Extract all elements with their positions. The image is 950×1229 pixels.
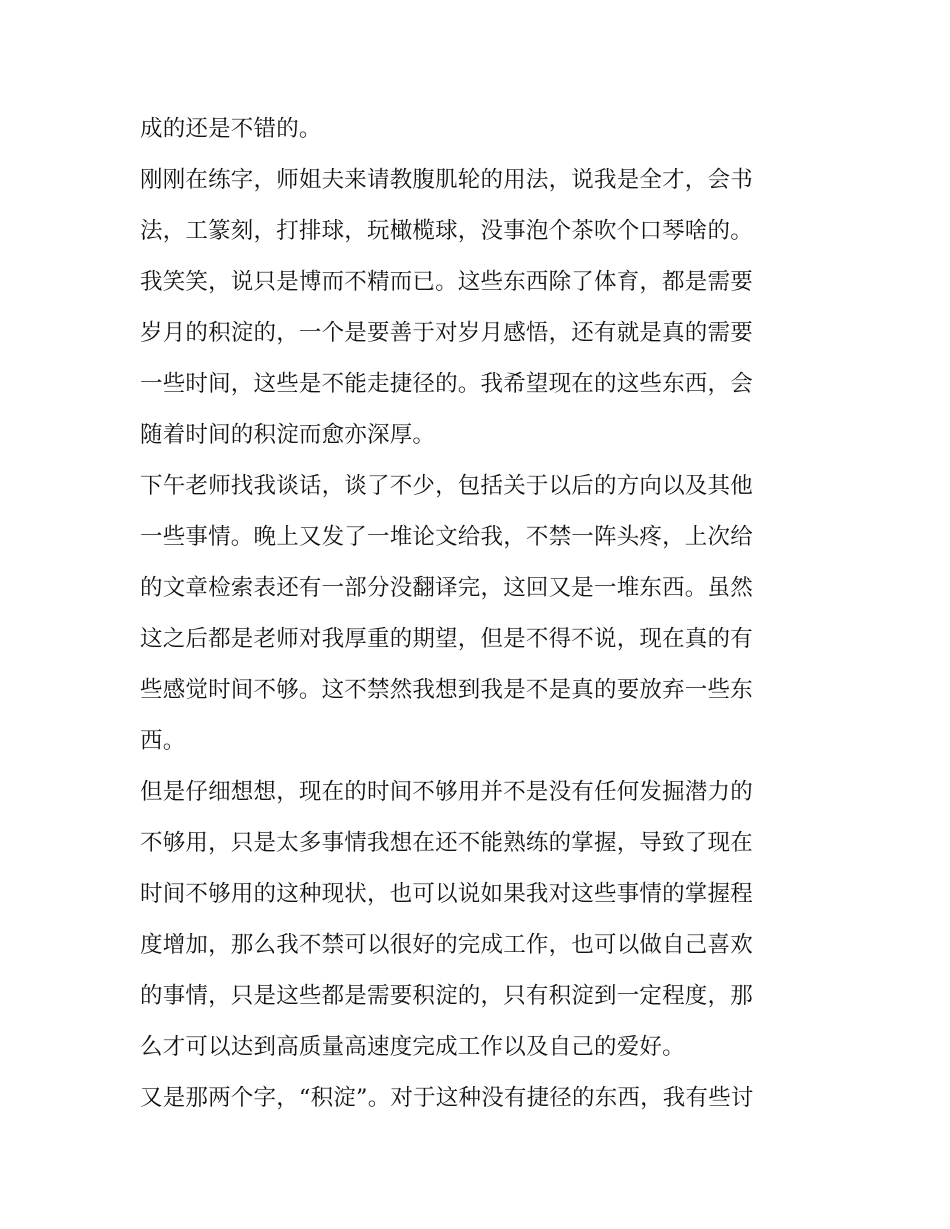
text-line: 些感觉时间不够。这不禁然我想到我是不是真的要放弃一些东	[140, 677, 753, 703]
text-line: 度增加，那么我不禁可以很好的完成工作，也可以做自己喜欢	[140, 932, 753, 958]
text-line: 西。	[140, 728, 186, 754]
text-line: 一些时间，这些是不能走捷径的。我希望现在的这些东西，会	[140, 371, 753, 397]
text-line: 但是仔细想想，现在的时间不够用并不是没有任何发掘潜力的	[140, 779, 753, 805]
text-line: 又是那两个字，“积淀”。对于这种没有捷径的东西，我有些讨	[140, 1085, 754, 1111]
text-line: 法，工篆刻，打排球，玩橄榄球，没事泡个茶吹个口琴啥的。	[140, 218, 753, 244]
text-line: 岁月的积淀的，一个是要善于对岁月感悟，还有就是真的需要	[140, 320, 753, 346]
text-line: 我笑笑，说只是博而不精而已。这些东西除了体育，都是需要	[140, 269, 753, 295]
text-line: 随着时间的积淀而愈亦深厚。	[140, 422, 436, 448]
text-line: 成的还是不错的。	[140, 116, 322, 142]
text-line: 的事情，只是这些都是需要积淀的，只有积淀到一定程度，那	[140, 983, 753, 1009]
body-text	[140, 109, 815, 1129]
text-line: 的文章检索表还有一部分没翻译完，这回又是一堆东西。虽然	[140, 575, 753, 601]
text-line: 么才可以达到高质量高速度完成工作以及自己的爱好。	[140, 1034, 685, 1060]
text-line: 这之后都是老师对我厚重的期望，但是不得不说，现在真的有	[140, 626, 753, 652]
text-line: 下午老师找我谈话，谈了不少，包括关于以后的方向以及其他	[140, 473, 753, 499]
text-line: 时间不够用的这种现状，也可以说如果我对这些事情的掌握程	[140, 881, 753, 907]
text-line: 刚刚在练字，师姐夫来请教腹肌轮的用法，说我是全才，会书	[140, 167, 753, 193]
text-line: 不够用，只是太多事情我想在还不能熟练的掌握，导致了现在	[140, 830, 753, 856]
text-line: 一些事情。晚上又发了一堆论文给我，不禁一阵头疼，上次给	[140, 524, 753, 550]
